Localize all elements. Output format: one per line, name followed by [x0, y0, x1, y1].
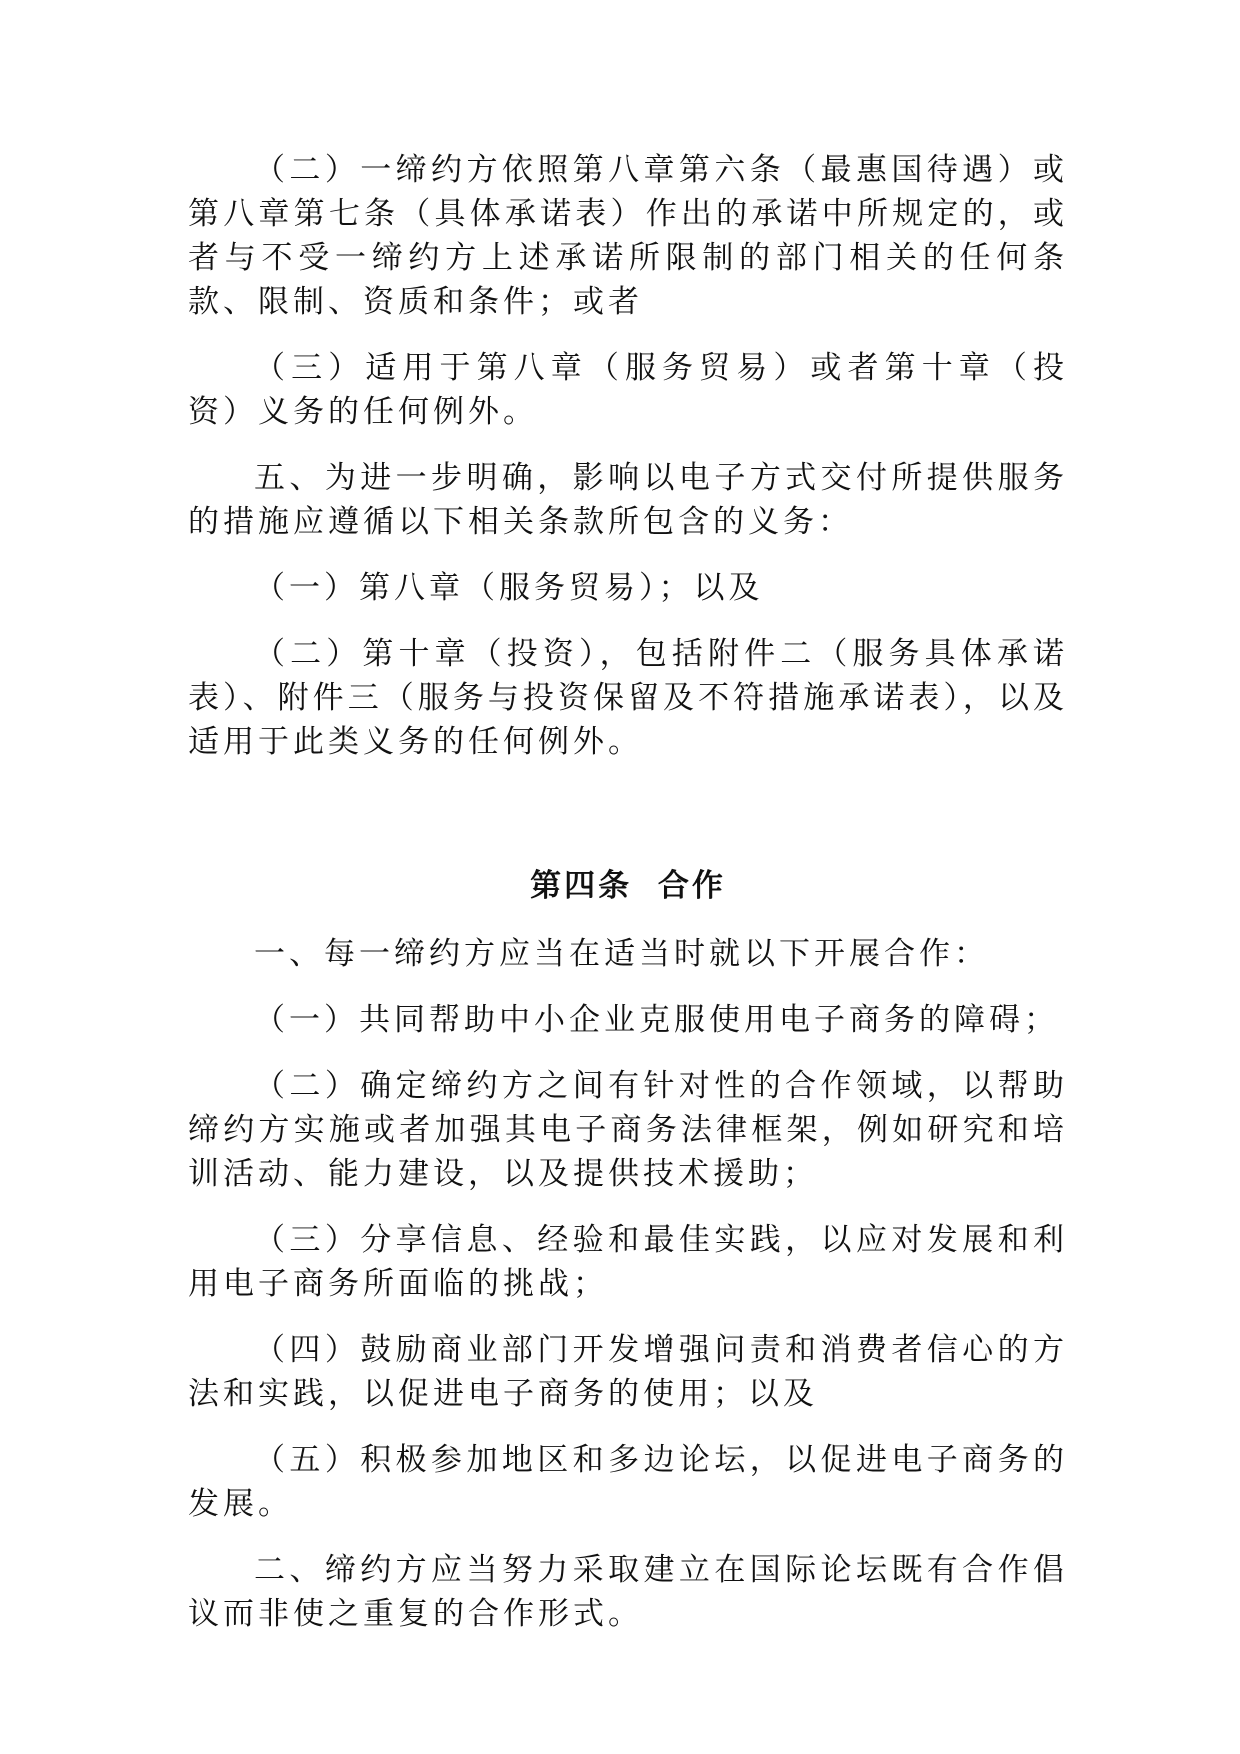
document-page	[188, 148, 1068, 1658]
paragraph: 五、为进一步明确，影响以电子方式交付所提供服务的措施应遵循以下相关条款所包含的义务：	[188, 460, 1068, 540]
paragraph: （二）一缔约方依照第八章第六条（最惠国待遇）或第八章第七条（具体承诺表）作出的承诺中所规定的，或者与不受一缔约方上述承诺所限制的部门相关的任何条款、限制、资质和条件；或者	[188, 152, 1068, 320]
paragraph: （三）适用于第八章（服务贸易）或者第十章（投资）义务的任何例外。	[188, 350, 1068, 430]
paragraph: （四）鼓励商业部门开发增强问责和消费者信心的方法和实践，以促进电子商务的使用；以及	[188, 1332, 1068, 1412]
paragraph: （一）共同帮助中小企业克服使用电子商务的障碍；	[254, 1002, 1059, 1038]
article-heading: 第四条 合作	[530, 868, 726, 904]
paragraph: （二）确定缔约方之间有针对性的合作领域，以帮助缔约方实施或者加强其电子商务法律框架，例如研究和培训活动、能力建设，以及提供技术援助；	[188, 1068, 1068, 1192]
paragraph: 二、缔约方应当努力采取建立在国际论坛既有合作倡议而非使之重复的合作形式。	[188, 1552, 1068, 1632]
paragraph: （五）积极参加地区和多边论坛，以促进电子商务的发展。	[188, 1442, 1068, 1522]
paragraph: （二）第十章（投资），包括附件二（服务具体承诺表）、附件三（服务与投资保留及不符措施承诺表），以及适用于此类义务的任何例外。	[188, 636, 1068, 760]
paragraph: （一）第八章（服务贸易）；以及	[254, 570, 764, 606]
paragraph: （三）分享信息、经验和最佳实践，以应对发展和利用电子商务所面临的挑战；	[188, 1222, 1068, 1302]
paragraph: 一、每一缔约方应当在适当时就以下开展合作：	[254, 936, 989, 972]
